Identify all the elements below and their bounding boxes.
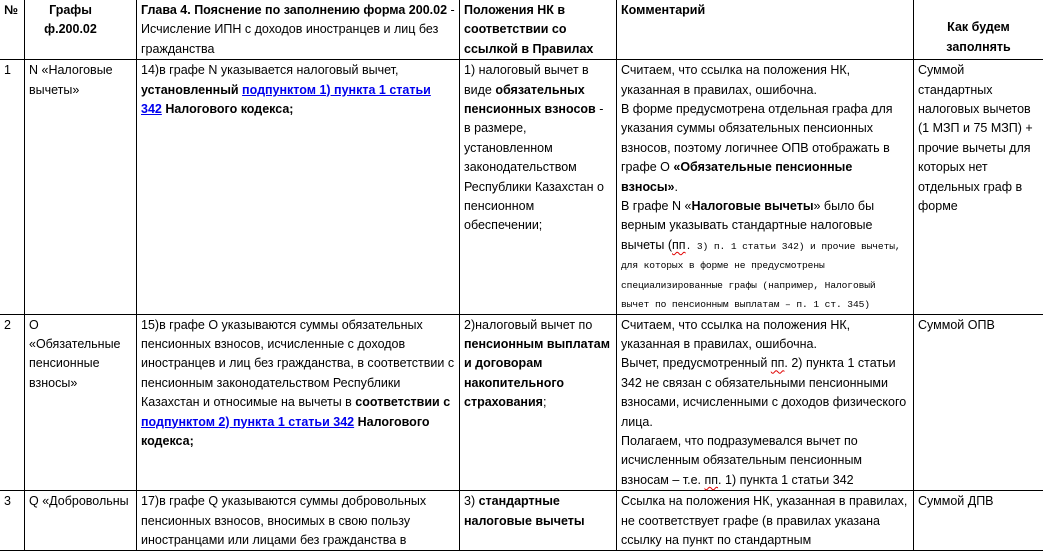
- graph-cell: N «Налоговые вычеты»: [25, 60, 137, 314]
- graph-cell: О «Обязательные пенсионные взносы»: [25, 314, 137, 491]
- nk-cell: 1) налоговый вычет в виде обязательных пенсионных взносов - в размере, установленном законодательством Республики Казахстан о пенсионном обеспечении;: [460, 60, 617, 314]
- chapter-cell: 14)в графе N указывается налоговый вычет, установленный подпунктом 1) пункта 1 статьи 342 Налогового кодекса;: [137, 60, 460, 314]
- nk-cell: 2)налоговый вычет по пенсионным выплатам и договорам накопительного страхования;: [460, 314, 617, 491]
- row-number: 2: [0, 314, 25, 491]
- fill-cell: Суммой ДПВ: [914, 491, 1043, 551]
- comment-cell: Ссылка на положения НК, указанная в правилах, не соответствует графе (в правилах указана ссылку на пункт по стандартным: [617, 491, 914, 551]
- table-row: [0, 314, 1043, 491]
- chapter-cell: 15)в графе O указываются суммы обязательных пенсионных взносов, исчисленные с доходов иностранцев и лиц без гражданства, в соответствии с пенсионным законодательством Республики Казахстан и относимые на вычеты в соответствии с подпунктом 2) пункта 1 статьи 342 Налогового кодекса;: [137, 314, 460, 491]
- table-row: [0, 491, 1043, 551]
- header-nk: Положения НК в соответствии со ссылкой в Правилах: [460, 0, 617, 60]
- article-342-link[interactable]: подпунктом 2) пункта 1 статьи 342: [141, 415, 354, 429]
- row-number: 1: [0, 60, 25, 314]
- header-no: №: [0, 0, 25, 60]
- row-number: 3: [0, 491, 25, 551]
- table-row: [0, 60, 1043, 314]
- article-342-link[interactable]: подпунктом 1) пункта 1 статьи 342: [141, 83, 431, 116]
- comment-cell: Считаем, что ссылка на положения НК, указанная в правилах, ошибочна. В форме предусмотрена отдельная графа для указания суммы обязательных пенсионных взносов, поэтому логичнее ОПВ отображать в графе О «Обязательные пенсионные взносы». В графе N «Налоговые вычеты» было бы верным указывать стандартные налоговые вычеты (пп. 3) п. 1 статьи 342) и прочие вычеты, для которых в форме не предусмотрены специализированные графы (например, Налоговый вычет по пенсионным выплатам – п. 1 ст. 345): [617, 60, 914, 314]
- header-row: [0, 0, 1043, 60]
- nk-cell: 3) стандартные налоговые вычеты: [460, 491, 617, 551]
- graph-cell: Q «Добровольны: [25, 491, 137, 551]
- comment-cell: Считаем, что ссылка на положения НК, указанная в правилах, ошибочна. Вычет, предусмотренный пп. 2) пункта 1 статьи 342 не связан с обязательными пенсионными взносами, исчисленными с доходов физического лица. Полагаем, что подразумевался вычет по исчисленным обязательным пенсионным взносам – т.е. пп. 1) пункта 1 статьи 342: [617, 314, 914, 491]
- header-fill: Как будем заполнять: [914, 0, 1043, 60]
- header-chapter: Глава 4. Пояснение по заполнению форма 200.02 - Исчисление ИПН с доходов иностранцев и лиц без гражданства: [137, 0, 460, 60]
- fill-cell: Суммой ОПВ: [914, 314, 1043, 491]
- header-graph: Графы ф.200.02: [25, 0, 137, 60]
- header-comment: Комментарий: [617, 0, 914, 60]
- chapter-cell: 17)в графе Q указываются суммы добровольных пенсионных взносов, вносимых в свою пользу иностранцами или лицами без гражданства в: [137, 491, 460, 551]
- fill-cell: Суммой стандартных налоговых вычетов (1 МЗП и 75 МЗП) + прочие вычеты для которых нет отдельных граф в форме: [914, 60, 1043, 314]
